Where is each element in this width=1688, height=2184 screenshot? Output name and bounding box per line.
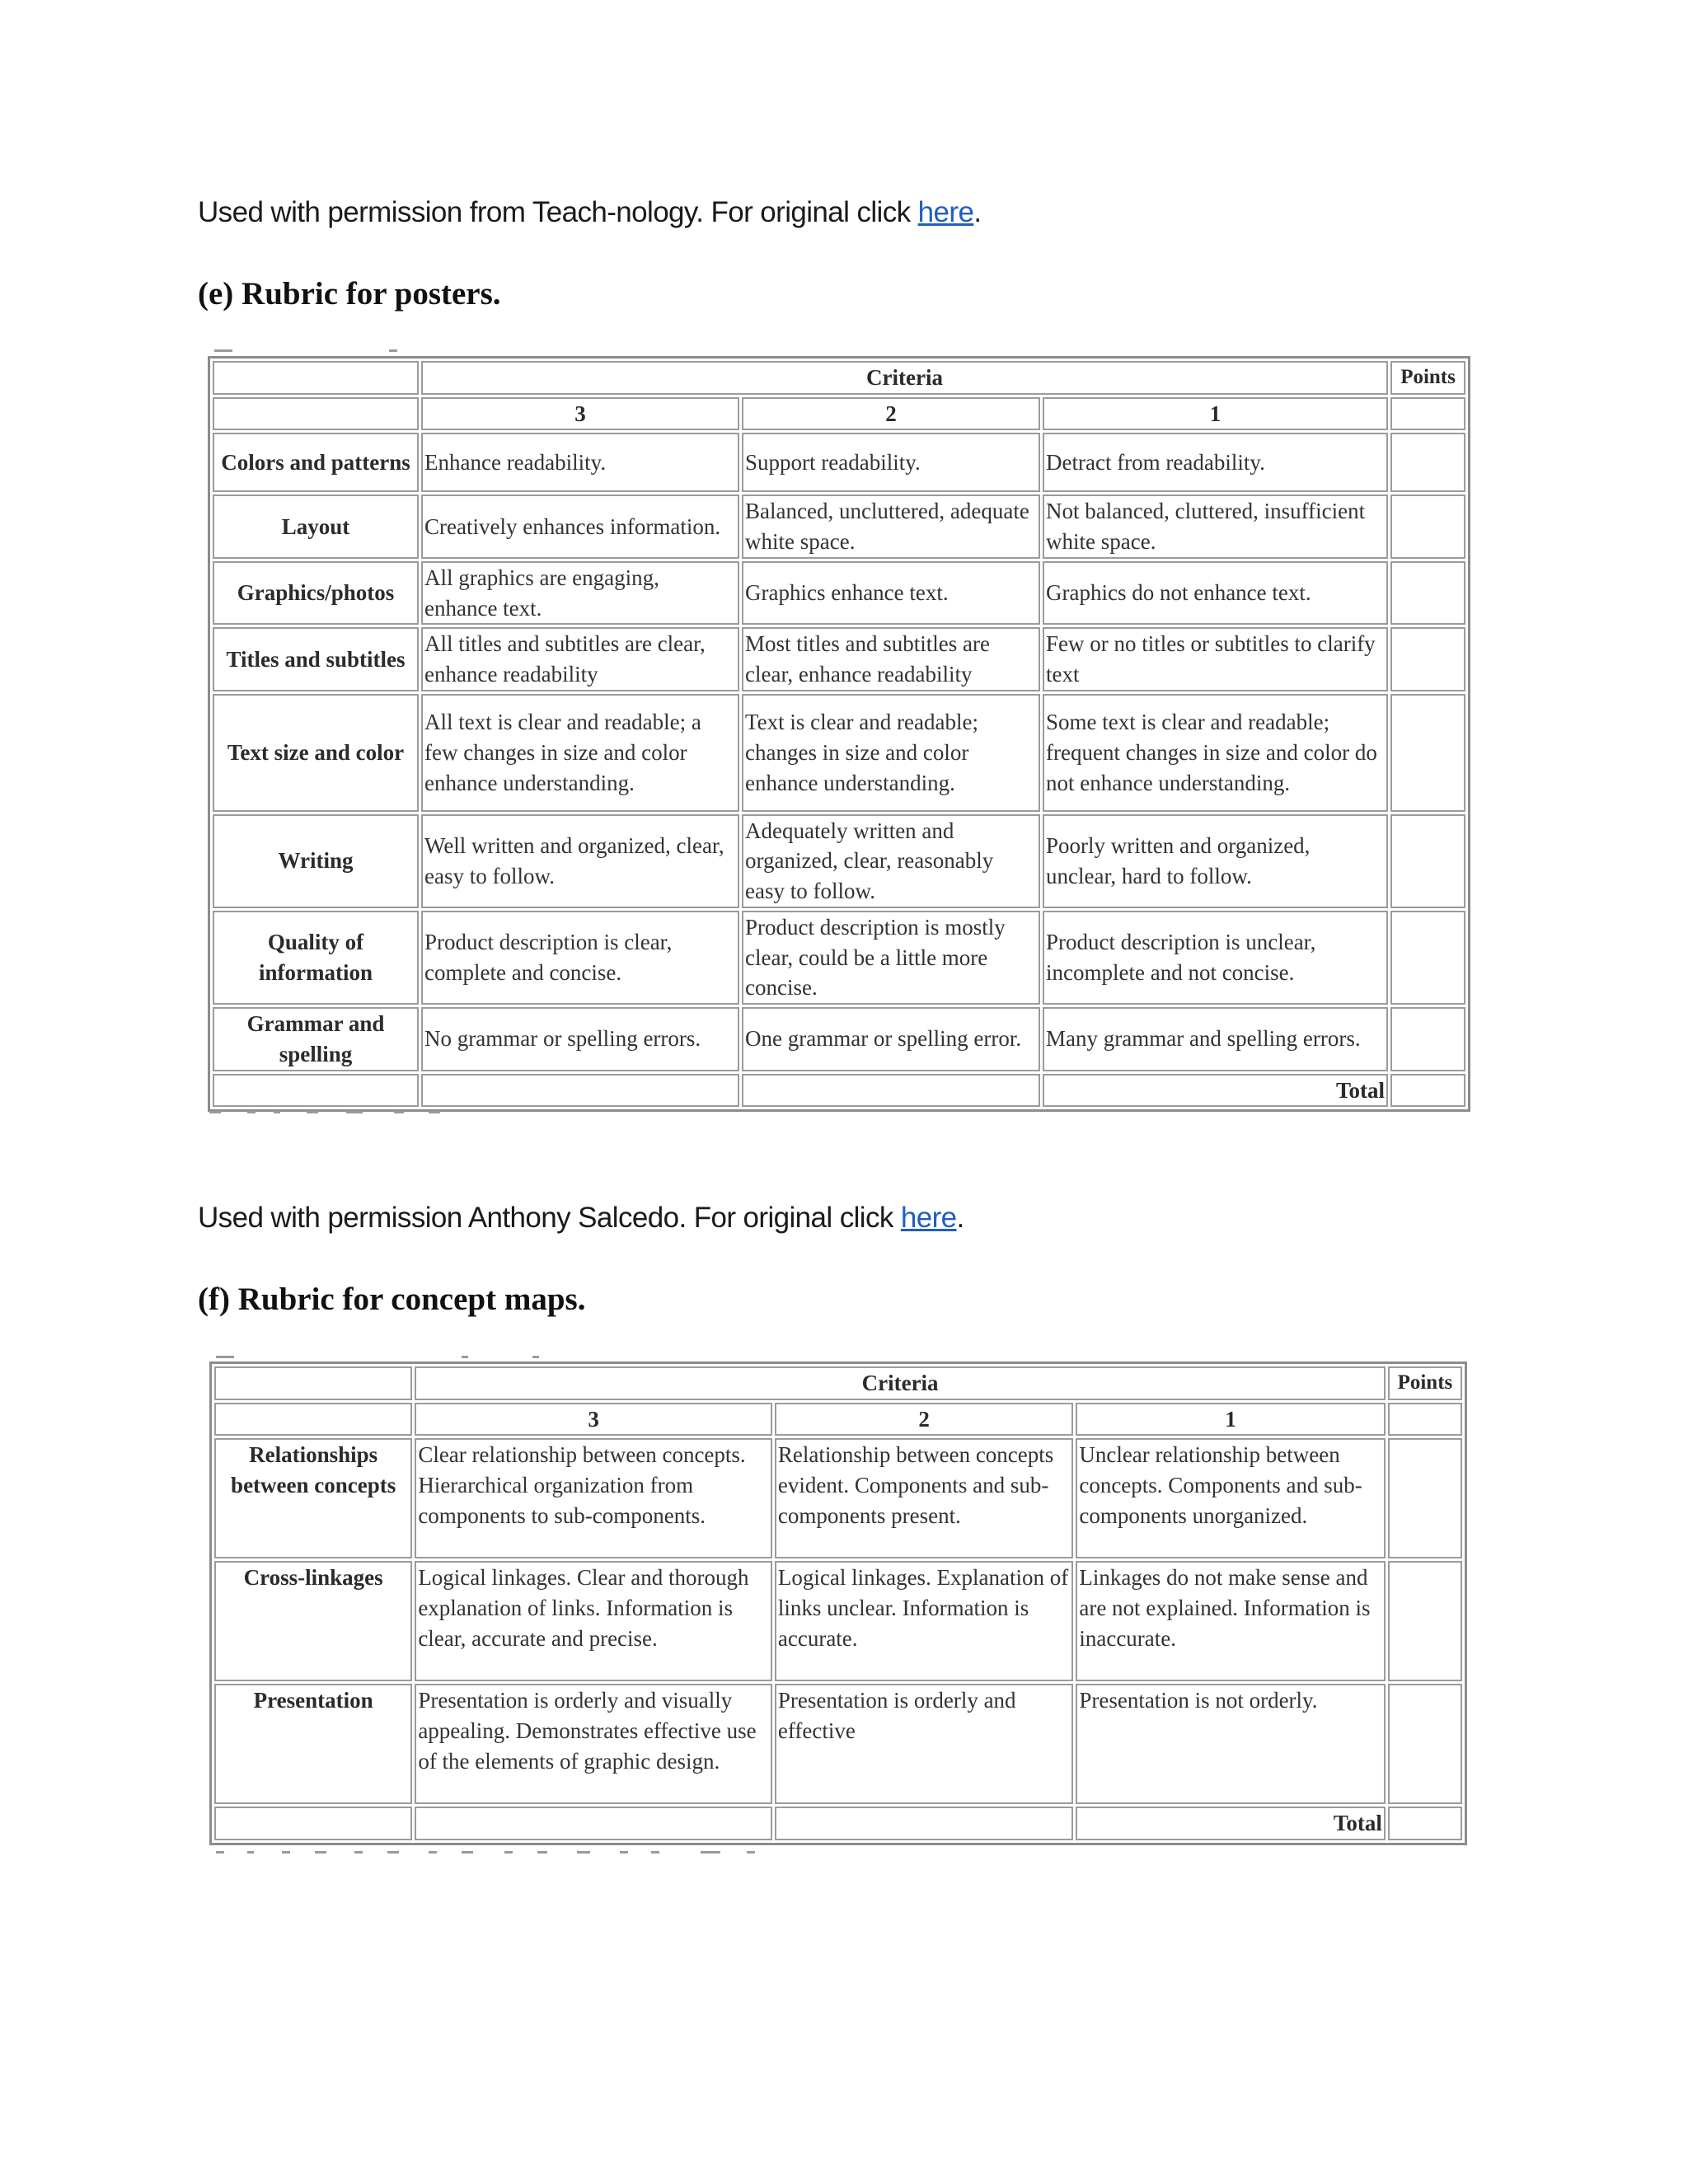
level-header-row <box>214 1403 1462 1436</box>
scan-artifact <box>387 1851 399 1854</box>
scan-artifact <box>429 1111 440 1113</box>
criteria-header: Criteria <box>415 1366 1386 1400</box>
scan-artifact <box>307 1111 318 1113</box>
row-criterion: Grammar and spelling <box>213 1007 419 1071</box>
empty-cell <box>214 1807 412 1840</box>
credit-text: Used with permission Anthony Salcedo. For original click <box>198 1202 901 1234</box>
level-1-cell: Some text is clear and readable; frequent changes in size and color do not enhance understanding. <box>1043 694 1388 812</box>
table-row <box>213 694 1465 812</box>
level-1-cell: Presentation is not orderly. <box>1076 1684 1386 1804</box>
table-row <box>214 1438 1462 1558</box>
row-criterion: Writing <box>213 814 419 908</box>
credit-end: . <box>973 196 982 228</box>
level-1-cell: Detract from readability. <box>1043 433 1388 492</box>
level-3-cell: Product description is clear, complete and concise. <box>421 911 739 1005</box>
table-row <box>214 1561 1462 1681</box>
level-2-cell: Logical linkages. Explanation of links unclear. Information is accurate. <box>775 1561 1073 1681</box>
scan-artifact <box>620 1851 628 1854</box>
level-header-row <box>213 397 1465 431</box>
points-cell <box>1388 1403 1462 1436</box>
empty-cell <box>213 1074 419 1108</box>
table-row <box>213 627 1465 691</box>
level-3-cell: Creatively enhances information. <box>421 494 739 558</box>
scan-artifact <box>462 1851 473 1854</box>
level-3-cell: All graphics are engaging, enhance text. <box>421 561 739 625</box>
scan-artifact <box>216 1851 224 1854</box>
empty-cell <box>775 1807 1073 1840</box>
points-cell <box>1390 433 1465 492</box>
scan-artifact <box>577 1851 590 1854</box>
original-source-link[interactable]: here <box>917 196 974 228</box>
points-cell <box>1390 1007 1465 1071</box>
scan-artifact <box>389 349 397 352</box>
scan-artifact <box>354 1851 363 1854</box>
level-3-cell: Enhance readability. <box>421 433 739 492</box>
points-cell <box>1388 1438 1462 1558</box>
level-1-cell: Linkages do not make sense and are not explained. Information is inaccurate. <box>1076 1561 1386 1681</box>
table-row <box>213 433 1465 492</box>
total-row <box>213 1074 1465 1108</box>
criteria-header: Criteria <box>421 361 1388 395</box>
level-1-cell: Product description is unclear, incomplete and not concise. <box>1043 911 1388 1005</box>
level-1-cell: Few or no titles or subtitles to clarify text <box>1043 627 1388 691</box>
level-3-cell: Well written and organized, clear, easy to follow. <box>421 814 739 908</box>
table-row <box>213 814 1465 908</box>
table-row <box>213 561 1465 625</box>
scan-artifact <box>346 1111 363 1113</box>
section-title-posters: (e) Rubric for posters. <box>198 276 501 312</box>
table-row <box>213 1007 1465 1071</box>
empty-cell <box>214 1403 412 1436</box>
total-label: Total <box>1076 1807 1386 1840</box>
scan-artifact <box>247 1851 254 1854</box>
level-2-header: 2 <box>775 1403 1073 1436</box>
level-3-cell: Presentation is orderly and visually appealing. Demonstrates effective use of the elements of graphic design. <box>415 1684 772 1804</box>
credit-line-teachnology <box>198 196 981 229</box>
level-2-cell: Product description is mostly clear, could be a little more concise. <box>742 911 1040 1005</box>
scan-artifact <box>274 1111 280 1113</box>
level-1-cell: Poorly written and organized, unclear, hard to follow. <box>1043 814 1388 908</box>
scan-artifact <box>537 1851 547 1854</box>
level-1-cell: Many grammar and spelling errors. <box>1043 1007 1388 1071</box>
scan-artifact <box>429 1851 437 1854</box>
original-source-link[interactable]: here <box>900 1202 957 1234</box>
points-cell <box>1388 1561 1462 1681</box>
row-criterion: Text size and color <box>213 694 419 812</box>
scan-artifact <box>214 349 232 352</box>
total-label: Total <box>1043 1074 1388 1108</box>
row-criterion: Relationships between concepts <box>214 1438 412 1558</box>
level-3-cell: Logical linkages. Clear and thorough explanation of links. Information is clear, accurate and precise. <box>415 1561 772 1681</box>
total-points-cell <box>1390 1074 1465 1108</box>
level-2-cell: Presentation is orderly and effective <box>775 1684 1073 1804</box>
row-criterion: Layout <box>213 494 419 558</box>
level-3-cell: All text is clear and readable; a few changes in size and color enhance understanding. <box>421 694 739 812</box>
points-header: Points <box>1388 1366 1462 1400</box>
level-2-cell: Most titles and subtitles are clear, enhance readability <box>742 627 1040 691</box>
scan-artifact <box>282 1851 290 1854</box>
empty-cell <box>421 1074 739 1108</box>
points-header: Points <box>1390 361 1465 395</box>
points-cell <box>1390 814 1465 908</box>
section-title-concept-maps: (f) Rubric for concept maps. <box>198 1282 586 1317</box>
scan-artifact <box>394 1111 404 1113</box>
level-2-cell: Relationship between concepts evident. Components and sub-components present. <box>775 1438 1073 1558</box>
level-1-header: 1 <box>1043 397 1388 431</box>
table-header-row <box>214 1366 1462 1400</box>
scan-artifact <box>462 1356 468 1358</box>
total-row <box>214 1807 1462 1840</box>
total-points-cell <box>1388 1807 1462 1840</box>
level-2-cell: Balanced, uncluttered, adequate white space. <box>742 494 1040 558</box>
level-2-cell: One grammar or spelling error. <box>742 1007 1040 1071</box>
table-header-row <box>213 361 1465 395</box>
level-1-cell: Graphics do not enhance text. <box>1043 561 1388 625</box>
scan-artifact <box>651 1851 659 1854</box>
scan-artifact <box>701 1851 720 1854</box>
level-2-cell: Text is clear and readable; changes in size and color enhance understanding. <box>742 694 1040 812</box>
points-cell <box>1390 627 1465 691</box>
level-3-header: 3 <box>415 1403 772 1436</box>
scan-artifact <box>747 1851 755 1854</box>
row-criterion: Titles and subtitles <box>213 627 419 691</box>
points-cell <box>1390 561 1465 625</box>
credit-end: . <box>956 1202 964 1234</box>
row-criterion: Presentation <box>214 1684 412 1804</box>
scan-artifact <box>247 1111 256 1113</box>
posters-rubric-table <box>208 356 1470 1112</box>
concept-maps-rubric-table <box>209 1361 1467 1845</box>
table-row <box>213 911 1465 1005</box>
table-row <box>214 1684 1462 1804</box>
points-cell <box>1388 1684 1462 1804</box>
scan-artifact <box>504 1851 513 1854</box>
row-criterion: Colors and patterns <box>213 433 419 492</box>
empty-cell <box>742 1074 1040 1108</box>
scan-artifact <box>532 1356 539 1358</box>
scan-artifact <box>209 1111 221 1113</box>
scan-artifact <box>315 1851 326 1854</box>
table-row <box>213 494 1465 558</box>
level-2-header: 2 <box>742 397 1040 431</box>
level-1-cell: Unclear relationship between concepts. Components and sub-components unorganized. <box>1076 1438 1386 1558</box>
empty-cell <box>213 361 419 395</box>
level-2-cell: Support readability. <box>742 433 1040 492</box>
credit-text: Used with permission from Teach-nology. For original click <box>198 196 918 228</box>
empty-cell <box>415 1807 772 1840</box>
level-3-header: 3 <box>421 397 739 431</box>
level-3-cell: No grammar or spelling errors. <box>421 1007 739 1071</box>
level-1-header: 1 <box>1076 1403 1386 1436</box>
scan-artifact <box>216 1356 234 1358</box>
row-criterion: Quality of information <box>213 911 419 1005</box>
level-2-cell: Graphics enhance text. <box>742 561 1040 625</box>
row-criterion: Graphics/photos <box>213 561 419 625</box>
empty-cell <box>214 1366 412 1400</box>
level-1-cell: Not balanced, cluttered, insufficient white space. <box>1043 494 1388 558</box>
credit-line-salcedo <box>198 1202 964 1235</box>
points-cell <box>1390 397 1465 431</box>
row-criterion: Cross-linkages <box>214 1561 412 1681</box>
points-cell <box>1390 494 1465 558</box>
empty-cell <box>213 397 419 431</box>
level-3-cell: All titles and subtitles are clear, enhance readability <box>421 627 739 691</box>
level-3-cell: Clear relationship between concepts. Hierarchical organization from components to sub-components. <box>415 1438 772 1558</box>
points-cell <box>1390 694 1465 812</box>
level-2-cell: Adequately written and organized, clear, reasonably easy to follow. <box>742 814 1040 908</box>
points-cell <box>1390 911 1465 1005</box>
